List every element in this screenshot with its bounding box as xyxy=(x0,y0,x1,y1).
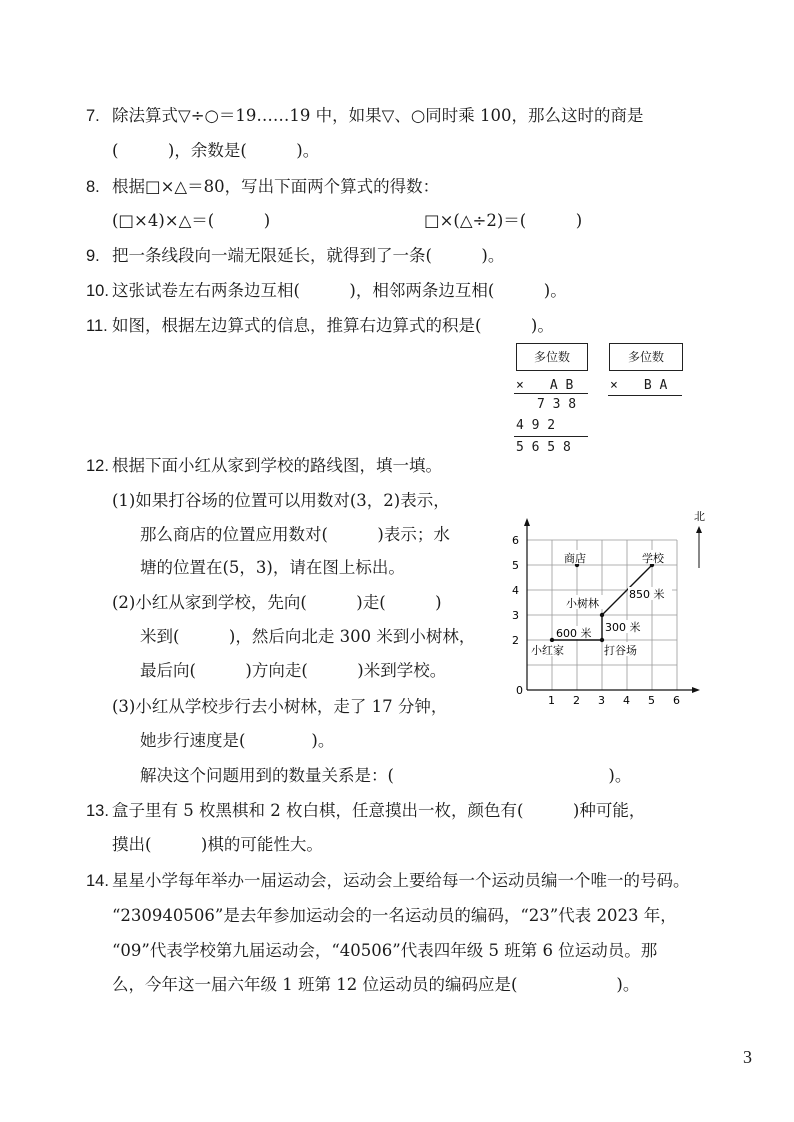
x-tick-0: 0 xyxy=(516,684,523,697)
question-number: 12. xyxy=(86,457,109,475)
grove-point xyxy=(600,613,604,617)
distance-600: 600 米 xyxy=(556,627,592,640)
field-point xyxy=(600,638,604,642)
question-number: 14. xyxy=(86,872,109,890)
north-label: 北 xyxy=(694,510,705,523)
left-multiplier: × A B xyxy=(516,378,574,393)
left-rule-1 xyxy=(514,393,588,394)
question-number: 9. xyxy=(86,247,100,265)
y-tick-2: 2 xyxy=(512,634,519,647)
grove-label: 小树林 xyxy=(566,597,599,610)
question-8-expr-b: □×(△÷2)＝( ) xyxy=(424,211,583,230)
x-tick-3: 3 xyxy=(598,694,605,707)
question-14-line-3: “09”代表学校第九届运动会，“40506”代表四年级 5 班第 6 位运动员。那 xyxy=(112,941,658,960)
distance-850: 850 米 xyxy=(629,588,665,601)
question-12-part-2-line-3: 最后向( )方向走( )米到学校。 xyxy=(140,661,447,680)
question-8 xyxy=(86,176,439,198)
question-11 xyxy=(86,315,554,337)
left-partial-1: 7 3 8 xyxy=(537,397,577,412)
question-12-part-3-line-1: (3)小红从学校步行去小树林，走了 17 分钟， xyxy=(112,697,448,716)
question-number: 13. xyxy=(86,802,109,820)
right-multi-digit-box: 多位数 xyxy=(609,343,683,371)
y-tick-4: 4 xyxy=(512,584,519,597)
x-axis-arrow xyxy=(692,687,700,693)
question-7-line-2: ( )，余数是( )。 xyxy=(112,141,320,160)
question-10 xyxy=(86,280,567,302)
left-partial-2: 4 9 2 xyxy=(516,418,556,433)
question-text: 星星小学每年举办一届运动会，运动会上要给每一个运动员编一个唯一的号码。 xyxy=(112,871,690,890)
question-number: 11. xyxy=(86,317,108,335)
question-14-line-4: 么，今年这一届六年级 1 班第 12 位运动员的编码应是( )。 xyxy=(112,975,640,994)
right-rule-1 xyxy=(608,395,682,396)
question-text: 除法算式▽÷○＝19……19 中，如果▽、○同时乘 100，那么这时的商是 xyxy=(112,106,644,125)
question-12-part-3-line-2: 她步行速度是( )。 xyxy=(140,731,335,750)
question-text: 把一条线段向一端无限延长，就得到了一条( )。 xyxy=(112,246,505,265)
question-text: 如图，根据左边算式的信息，推算右边算式的积是( )。 xyxy=(112,316,554,335)
x-tick-2: 2 xyxy=(573,694,580,707)
y-tick-6: 6 xyxy=(512,534,519,547)
question-text: 根据下面小红从家到学校的路线图，填一填。 xyxy=(112,456,442,475)
question-number: 7. xyxy=(86,107,100,125)
y-tick-5: 5 xyxy=(512,559,519,572)
left-multi-digit-box: 多位数 xyxy=(516,343,588,371)
home-point xyxy=(550,638,554,642)
question-number: 10. xyxy=(86,282,109,300)
question-12-part-2-line-2: 米到( )，然后向北走 300 米到小树林， xyxy=(140,627,476,646)
right-multiplier: × B A xyxy=(610,378,668,393)
question-14 xyxy=(86,870,690,892)
school-label: 学校 xyxy=(642,552,664,565)
shop-label: 商店 xyxy=(564,552,586,565)
question-number: 8. xyxy=(86,178,100,196)
left-product: 5 6 5 8 xyxy=(516,440,571,455)
distance-300: 300 米 xyxy=(605,621,641,634)
question-12-part-2-line-1: (2)小红从家到学校，先向( )走( ) xyxy=(112,593,442,612)
y-axis-arrow xyxy=(524,518,530,526)
north-arrow-head xyxy=(696,526,702,533)
question-12-part-3-line-3: 解决这个问题用到的数量关系是：( )。 xyxy=(140,766,632,785)
question-14-line-2: “230940506”是去年参加运动会的一名运动员的编码，“23”代表 2023 年， xyxy=(112,906,677,925)
field-label: 打谷场 xyxy=(604,644,637,657)
route-map xyxy=(500,500,710,715)
question-9 xyxy=(86,245,504,267)
question-12-part-1-line-3: 塘的位置在(5，3)，请在图上标出。 xyxy=(140,558,405,577)
question-12-part-1-line-1: (1)如果打谷场的位置可以用数对(3，2)表示， xyxy=(112,491,450,510)
question-13-line-2: 摸出( )棋的可能性大。 xyxy=(112,835,323,854)
x-tick-5: 5 xyxy=(648,694,655,707)
question-text: 根据□×△＝80，写出下面两个算式的得数： xyxy=(112,177,440,196)
y-tick-3: 3 xyxy=(512,609,519,622)
x-tick-1: 1 xyxy=(548,694,555,707)
question-8-expr-a: (□×4)×△＝( ) xyxy=(112,211,271,230)
question-12-part-1-line-2: 那么商店的位置应用数对( )表示；水 xyxy=(140,525,450,544)
question-text: 盒子里有 5 枚黑棋和 2 枚白棋，任意摸出一枚，颜色有( )种可能， xyxy=(112,801,646,820)
question-12 xyxy=(86,455,442,477)
page-number: 3 xyxy=(743,1047,752,1067)
question-13 xyxy=(86,800,645,822)
x-tick-4: 4 xyxy=(623,694,630,707)
left-rule-2 xyxy=(514,436,588,437)
x-tick-6: 6 xyxy=(673,694,680,707)
home-label: 小红家 xyxy=(531,644,564,657)
question-7 xyxy=(86,105,643,127)
question-text: 这张试卷左右两条边互相( )，相邻两条边互相( )。 xyxy=(112,281,567,300)
